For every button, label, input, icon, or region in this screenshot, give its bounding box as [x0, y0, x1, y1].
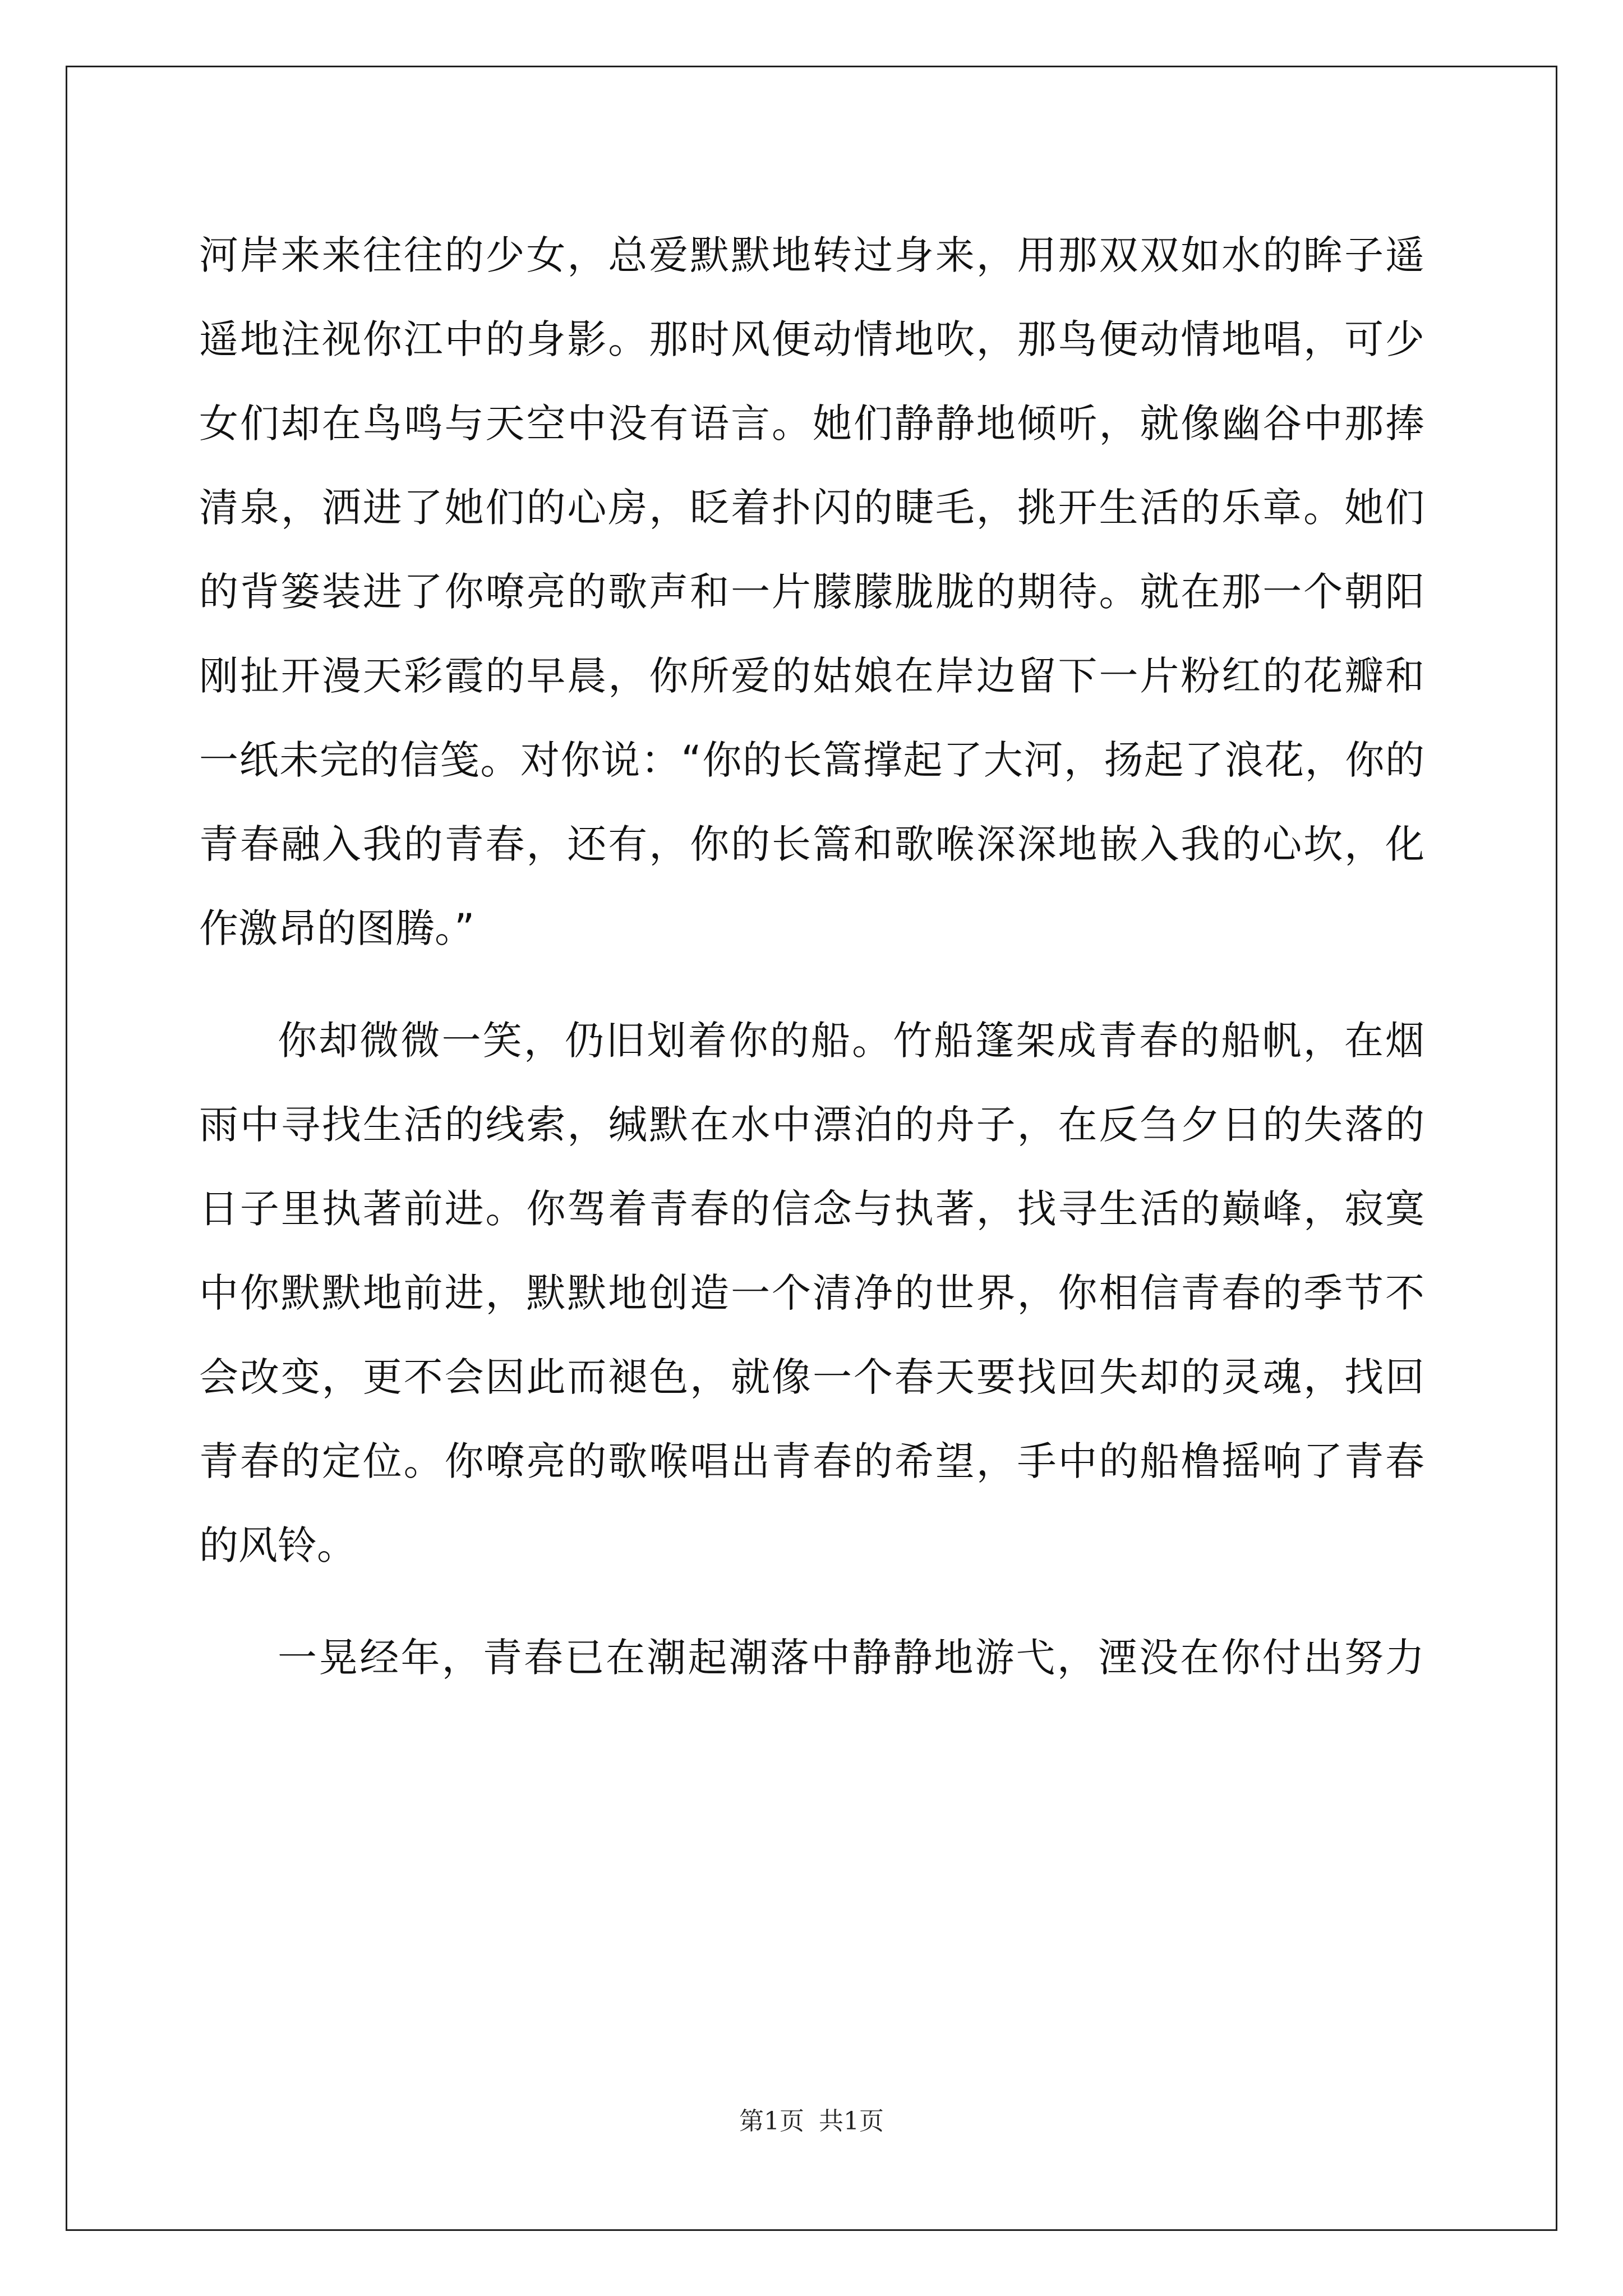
text-line: 会改变，更不会因此而褪色，就像一个春天要找回失却的灵魂，找回 — [199, 1354, 1424, 1400]
text-line: 日子里执著前进。你驾着青春的信念与执著，找寻生活的巅峰，寂寞 — [199, 1186, 1424, 1232]
paragraph-2 — [199, 999, 1424, 1588]
text-line: 河岸来来往往的少女，总爱默默地转过身来，用那双双如水的眸子遥 — [199, 232, 1424, 278]
text-line: 清泉，洒进了她们的心房，眨着扑闪的睫毛，挑开生活的乐章。她们 — [199, 485, 1424, 531]
text-line: 青春融入我的青春，还有，你的长篙和歌喉深深地嵌入我的心坎，化 — [199, 821, 1424, 867]
text-line: 遥地注视你江中的身影。那时风便动情地吹，那鸟便动情地唱，可少 — [199, 316, 1424, 362]
text-line: 青春的定位。你嘹亮的歌喉唱出青春的希望，手中的船橹摇响了青春 — [199, 1438, 1424, 1484]
page-number: 第1页 — [739, 2107, 804, 2136]
text-line: 雨中寻找生活的线索，缄默在水中漂泊的舟子，在反刍夕日的失落的 — [199, 1102, 1424, 1148]
paragraph-1 — [199, 213, 1424, 970]
text-line: 的背篓装进了你嘹亮的歌声和一片朦朦胧胧的期待。就在那一个朝阳 — [199, 569, 1424, 615]
paragraph-3 — [199, 1616, 1424, 1700]
paragraph-spacer — [199, 1588, 1424, 1616]
page-total: 共1页 — [819, 2107, 884, 2136]
paragraph-spacer — [199, 970, 1424, 999]
text-line: 中你默默地前进，默默地创造一个清净的世界，你相信青春的季节不 — [199, 1270, 1424, 1316]
text-line: 刚扯开漫天彩霞的早晨，你所爱的姑娘在岸边留下一片粉红的花瓣和 — [199, 653, 1424, 699]
text-line: 你却微微一笑，仍旧划着你的船。竹船篷架成青春的船帆，在烟 — [278, 1018, 1424, 1064]
text-line: 作激昂的图腾。” — [199, 905, 475, 951]
page-footer — [0, 2101, 1623, 2137]
text-line: 一纸未完的信笺。对你说：“你的长篙撑起了大河，扬起了浪花，你的 — [199, 737, 1424, 783]
text-line: 一晃经年，青春已在潮起潮落中静静地游弋，湮没在你付出努力 — [278, 1635, 1424, 1681]
text-line: 的风铃。 — [199, 1522, 356, 1568]
text-line: 女们却在鸟鸣与天空中没有语言。她们静静地倾听，就像幽谷中那捧 — [199, 401, 1424, 447]
document-body — [199, 213, 1424, 1700]
